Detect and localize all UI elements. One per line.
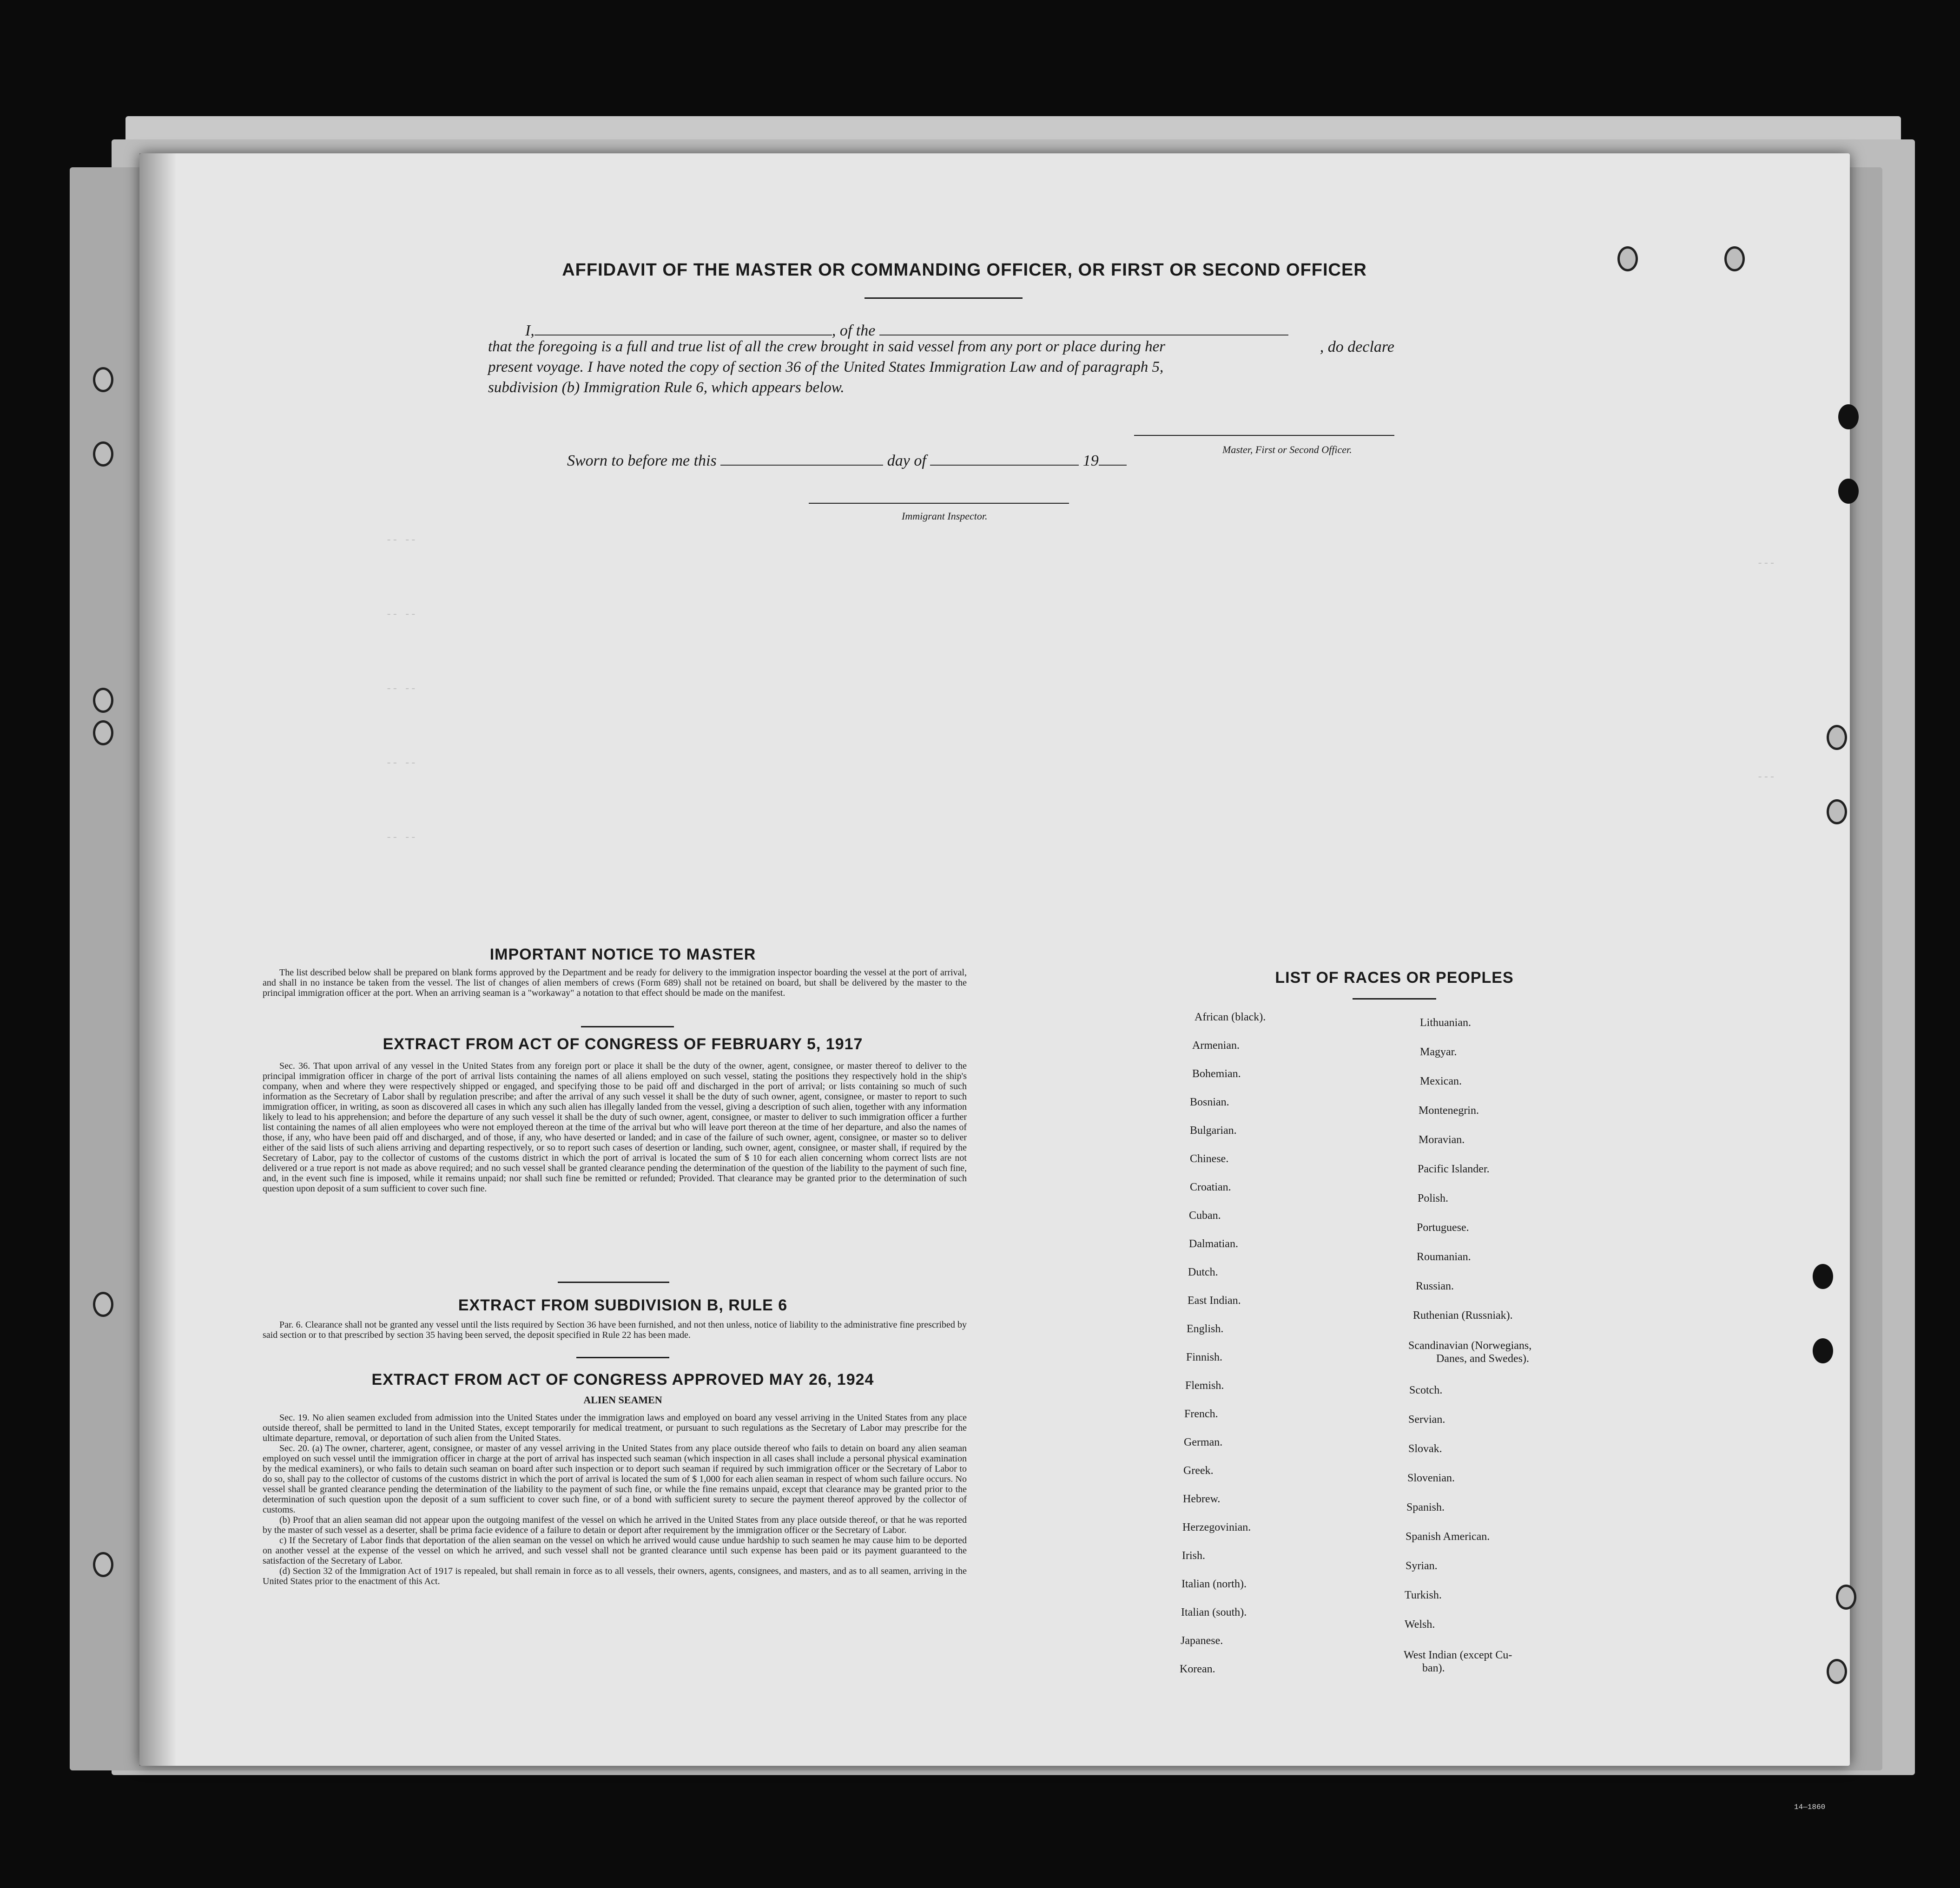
extract-1924-paragraph: (d) Section 32 of the Immigration Act of 1917 is repealed, but shall remain in force as to all vessels, their owners, agents, consignees, and masters, and as to all seamen, arriving in the United States prior to the enactment of this Act. [263, 1566, 967, 1586]
race-item: French. [1184, 1408, 1218, 1420]
extract-1924-paragraph: Sec. 20. (a) The owner, charterer, agent, consignee, or master of any vessel arriving in the United States from any place outside thereof who fails to detain on board any alien seaman employed on such vessel until the immigration officer in charge at the port of arrival has inspected such seaman (which inspection in all cases shall include a personal physical examination by the medical examiners), or who fails to detain such seaman on board after such inspection or to deport such seaman if required by such immigration officer or the Secretary of Labor to do so, shall pay to the collector of customs of the customs district in which the port of arrival is located the sum of $ 1,000 for each alien seaman in respect of whom such failure occurs. No vessel shall be granted clearance pending the determination of the liability to the payment of such fine, or while the fine remains unpaid, except that clearance may be granted prior to the determination of such question upon the deposit of a sum sufficient to cover such fine, or of a bond with sufficient surety to secure the payment thereof approved by the collector of customs. [263, 1443, 967, 1515]
bleed-through-mark: -- -- [386, 609, 417, 620]
affidavit-declare: , do declare [1320, 338, 1394, 355]
bleed-through-mark: --- [1757, 771, 1775, 783]
affidavit-line-2-text [488, 338, 1165, 355]
notice-title: IMPORTANT NOTICE TO MASTER [489, 946, 756, 963]
sworn-line [567, 451, 1127, 470]
race-item: German. [1184, 1436, 1223, 1448]
extract-1917-paragraph: Sec. 36. That upon arrival of any vessel in the United States from any foreign port or place it shall be the duty of the owner, agent, consignee, or master thereof to deliver to the principal immigration officer in charge of the port of arrival lists containing the names of all aliens employed on such vessel, stating the positions they respectively hold in the ship's company, when and where they were respectively shipped or engaged, and specifying those to be paid off and discharged in the port of arrival; or lists containing so much of such information as the Secretary of Labor shall by regulation prescribe; and after the arrival of any such vessel it shall be the duty of such owner, agent, consignee, or master to report to such immigration officer, in writing, as soon as discovered all cases in which any such alien has illegally landed from the vessel, giving a description of such alien, together with any information likely to lead to his apprehension; and before the departure of any such vessel it shall be the duty of such owner, agent, consignee, or master to deliver to such immigration officer a further list containing the names of all alien employees who were not employed thereon at the time of the arrival but who will leave port thereon at the time of her departure, and also the names of those, if any, who have been paid off and discharged, and of those, if any, who have deserted or landed; and in case of the failure of such owner, agent, consignee, or master so to deliver either of the said lists of such aliens arriving and departing respectively, or so to report such cases of desertion or landing, such owner, agent, consignee, or master shall, if required by the Secretary of Labor, pay to the collector of customs of the customs district in which the port of arrival is located the sum of $ 10 for each alien concerning whom correct lists are not delivered or a true report is not made as above required; and no such vessel shall be granted clearance pending the determination of the question of the liability to the payment of such fine, and, in the event such fine is imposed, while it remains unpaid; nor shall such fine be remitted or refunded; Provided. That clearance may be granted prior to the determination of such question upon deposit of a sum sufficient to cover such fine. [263, 1061, 967, 1194]
binder-hole-icon [1836, 1585, 1856, 1610]
race-item: Cuban. [1189, 1210, 1221, 1222]
race-item-line: West Indian (except Cu- [1404, 1649, 1512, 1661]
race-item: Dutch. [1188, 1266, 1218, 1278]
sworn-month-field[interactable] [930, 451, 1079, 466]
race-item: Slovak. [1408, 1443, 1442, 1455]
affidavit-of: , of the [832, 322, 876, 339]
race-item: Bulgarian. [1190, 1125, 1237, 1137]
binder-hole-icon [1827, 725, 1847, 750]
race-item: Bosnian. [1190, 1096, 1229, 1108]
race-item: African (black). [1194, 1011, 1266, 1023]
signature-line [1134, 435, 1394, 436]
affidavit-i: I, [525, 322, 535, 339]
race-item: Roumanian. [1417, 1251, 1471, 1263]
binder-hole-icon [1813, 1264, 1833, 1289]
extract-1924-text [263, 1413, 967, 1586]
sworn-day-field[interactable] [720, 451, 883, 466]
race-item: Spanish American. [1406, 1531, 1490, 1543]
race-item: Moravian. [1419, 1134, 1465, 1146]
race-item: Greek. [1183, 1465, 1214, 1477]
extract-1924-paragraph: (b) Proof that an alien seaman did not appear upon the outgoing manifest of the vessel on which he arrived in the United States from any place outside thereof, or that he was reported by the master of such vessel as a deserter, shall be prima facie evidence of a failure to detain or deport after requirement by the immigration officer or the Secretary of Labor. [263, 1515, 967, 1535]
form-number: 14—1860 [1794, 1803, 1826, 1811]
race-item: Flemish. [1185, 1380, 1224, 1392]
race-item: Slovenian. [1407, 1472, 1455, 1484]
race-item [1408, 1339, 1531, 1365]
extract-1924-paragraph: Sec. 19. No alien seamen excluded from admission into the United States under the immigration laws and employed on board any vessel arriving in the United States from any place outside thereof, shall be permitted to land in the United States, except temporarily for medical treatment, or pursuant to such regulations as the Secretary of Labor may prescribe for the ultimate departure, removal, or deportation of such alien from the United States. [263, 1413, 967, 1443]
sworn-text: Sworn to before me this [567, 452, 717, 469]
bleed-through-mark: -- -- [386, 757, 417, 769]
race-item: Polish. [1418, 1192, 1449, 1204]
race-item: Finnish. [1186, 1351, 1223, 1363]
rule6-rule [576, 1357, 669, 1358]
affidavit-line-4 [488, 379, 845, 396]
extract-1917-rule [558, 1282, 669, 1283]
race-item: Welsh. [1405, 1618, 1435, 1631]
race-item: Croatian. [1190, 1181, 1231, 1193]
binder-hole-icon [93, 720, 113, 745]
race-item: Irish. [1182, 1550, 1205, 1562]
inspector-line [809, 503, 1069, 504]
affidavit-title: AFFIDAVIT OF THE MASTER OR COMMANDING OFFICER, OR FIRST OR SECOND OFFICER [562, 260, 1367, 280]
binder-hole-icon [1838, 404, 1859, 429]
race-item-line: Danes, and Swedes). [1436, 1353, 1529, 1365]
vessel-name-field[interactable] [879, 321, 1288, 335]
race-item: English. [1187, 1323, 1224, 1335]
race-item: Scotch. [1409, 1384, 1443, 1396]
race-item: Magyar. [1420, 1046, 1457, 1058]
rule6-title: EXTRACT FROM SUBDIVISION B, RULE 6 [458, 1296, 788, 1314]
sworn-year: 19 [1082, 452, 1099, 469]
race-item: East Indian. [1188, 1295, 1241, 1307]
binder-hole-icon [93, 1552, 113, 1577]
race-item: Korean. [1180, 1663, 1215, 1675]
races-title-rule [1353, 998, 1436, 1000]
race-item: Armenian. [1192, 1039, 1240, 1052]
race-item: Pacific Islander. [1418, 1163, 1490, 1175]
race-item: Bohemian. [1192, 1068, 1241, 1080]
race-item: Chinese. [1190, 1153, 1229, 1165]
extract-1924-title: EXTRACT FROM ACT OF CONGRESS APPROVED MAY 26, 1924 [371, 1371, 874, 1388]
bleed-through-mark: -- -- [386, 534, 417, 546]
binder-hole-icon [93, 441, 113, 467]
binder-hole-icon [1724, 246, 1745, 271]
race-item: Italian (south). [1181, 1606, 1247, 1618]
race-item-line: Scandinavian (Norwegians, [1408, 1340, 1532, 1352]
inspector-label: Immigrant Inspector. [902, 510, 988, 522]
extract-1924-paragraph: c) If the Secretary of Labor finds that deportation of the alien seaman on the vessel on which he arrived would cause undue hardship to such seamen he may cause him to be deported on another vessel at the expense of the vessel on which he arrived, and such vessel shall not be granted clearance until such expense has been paid or its payment guaranteed to the satisfaction of the Secretary of Labor. [263, 1535, 967, 1566]
rule6-text [263, 1320, 967, 1340]
affidavit-line-3 [488, 359, 1163, 376]
bleed-through-mark: --- [1757, 558, 1775, 569]
binder-hole-icon [1838, 479, 1859, 504]
race-item: Italian (north). [1181, 1578, 1247, 1590]
signature-label: Master, First or Second Officer. [1222, 444, 1352, 455]
binder-hole-icon [93, 1292, 113, 1317]
race-item: Ruthenian (Russniak). [1413, 1309, 1513, 1322]
affidavit-text-3: present voyage. I have noted the copy of section 36 of the United States Immigration Law and of paragraph 5, [488, 359, 1164, 375]
bleed-through-mark: -- -- [386, 832, 417, 843]
extract-1917-text [263, 1061, 967, 1194]
race-item: Japanese. [1181, 1635, 1223, 1647]
binder-hole-icon [1813, 1338, 1833, 1363]
race-item: Portuguese. [1417, 1222, 1469, 1234]
binder-hole-icon [1827, 1659, 1847, 1684]
affidavit-text-4: subdivision (b) Immigration Rule 6, which appears below. [488, 379, 845, 396]
affidavit-line-1 [525, 321, 1288, 340]
race-item-line: ban). [1422, 1662, 1445, 1674]
race-item: Syrian. [1406, 1560, 1438, 1572]
race-item: Russian. [1416, 1280, 1454, 1292]
affidavit-text-2: that the foregoing is a full and true list of all the crew brought in said vessel from any port or place during her [488, 338, 1166, 355]
notice-text [263, 967, 967, 998]
bleed-through-mark: -- -- [386, 683, 417, 695]
master-name-field[interactable] [535, 321, 832, 335]
sworn-year-field[interactable] [1099, 451, 1127, 466]
race-item: Servian. [1408, 1414, 1445, 1426]
rule6-paragraph: Par. 6. Clearance shall not be granted any vessel until the lists required by Section 36 have been furnished, and not then unless, notice of liability to the administrative fine prescribed by said section or to that prescribed by section 35 having been served, the deposit specified in Rule 22 has been made. [263, 1320, 967, 1340]
extract-1917-title: EXTRACT FROM ACT OF CONGRESS OF FEBRUARY 5, 1917 [383, 1035, 863, 1053]
extract-1924-subtitle: ALIEN SEAMEN [583, 1394, 662, 1406]
sworn-day-of: day of [887, 452, 926, 469]
notice-rule [581, 1026, 674, 1027]
binder-hole-icon [1827, 799, 1847, 824]
race-item: Herzegovinian. [1182, 1521, 1251, 1533]
race-item: Dalmatian. [1189, 1238, 1238, 1250]
affidavit-title-rule [865, 297, 1023, 299]
binder-hole-icon [1617, 246, 1638, 271]
binder-hole-icon [93, 688, 113, 713]
races-title: LIST OF RACES OR PEOPLES [1275, 969, 1514, 987]
race-item [1404, 1649, 1512, 1675]
race-item: Spanish. [1406, 1501, 1445, 1513]
race-item: Turkish. [1405, 1589, 1442, 1601]
binder-hole-icon [93, 367, 113, 392]
race-item: Hebrew. [1183, 1493, 1221, 1505]
race-item: Mexican. [1420, 1075, 1462, 1087]
page-edge-shadow [139, 153, 177, 1766]
race-item: Montenegrin. [1419, 1105, 1479, 1117]
notice-paragraph: The list described below shall be prepared on blank forms approved by the Department and be ready for delivery to the immigration inspector boarding the vessel at the port of arrival, and shall in no instance be taken from the vessel. The list of changes of alien members of crews (Form 689) shall not be retained on board, but shall be delivered by the master to the principal immigration officer at the port. When an arriving seaman is a "workaway" a notation to that effect should be made on the manifest. [263, 967, 967, 998]
race-item: Lithuanian. [1420, 1017, 1471, 1029]
